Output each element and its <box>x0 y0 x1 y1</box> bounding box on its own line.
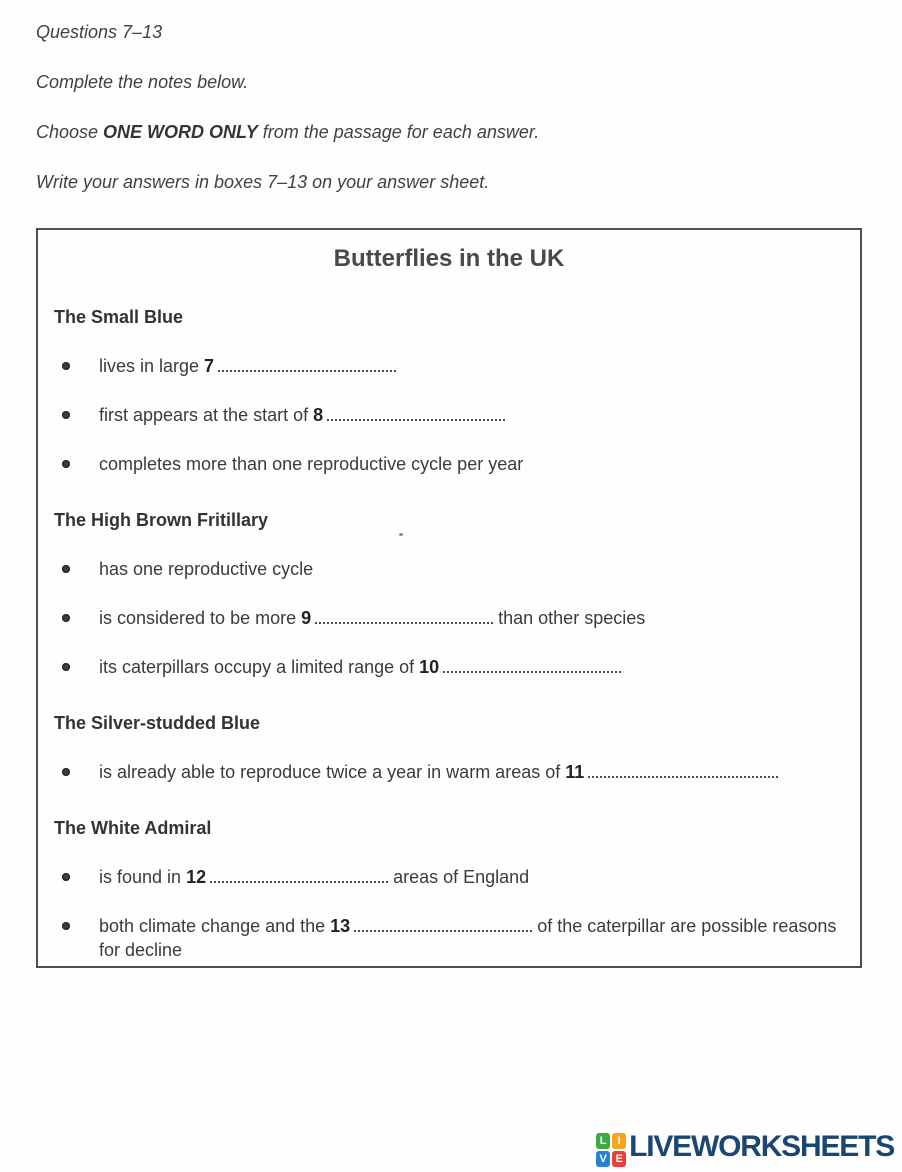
liveworksheets-logo <box>596 1127 894 1167</box>
bullet-text-q9-pre: is considered to be more <box>99 608 302 628</box>
instruction-choose-prefix: Choose <box>36 122 104 142</box>
question-number-10: 10 <box>419 657 440 677</box>
answer-blank-q9 <box>315 610 493 624</box>
notes-box-title: Butterflies in the UK <box>333 245 565 272</box>
answer-blank-q7 <box>218 358 396 372</box>
bullet-icon <box>62 873 70 881</box>
bullet-item-q13 <box>38 914 846 962</box>
bullet-text-q12-pre: is found in <box>99 867 187 887</box>
instruction-complete-notes: Complete the notes below. <box>36 72 249 92</box>
questions-range-heading: Questions 7–13 <box>36 22 163 42</box>
bullet-text-one-cycle: has one reproductive cycle <box>99 559 314 579</box>
answer-blank-q10 <box>443 659 621 673</box>
bullet-text-q10: its caterpillars occupy a limited range of <box>99 657 420 677</box>
bullet-item-reproductive-cycle <box>38 452 846 476</box>
bullet-icon <box>62 614 70 622</box>
bullet-item-q7 <box>38 354 846 378</box>
answer-blank-q11 <box>588 764 778 778</box>
bullet-icon <box>62 565 70 573</box>
bullet-text-q7: lives in large <box>99 356 205 376</box>
question-number-12: 12 <box>186 867 207 887</box>
section-heading-white-admiral: The White Admiral <box>54 818 212 838</box>
brand-name: LIVEWORKSHEETS <box>629 1130 894 1163</box>
section-heading-small-blue: The Small Blue <box>54 307 184 327</box>
bullet-icon <box>62 362 70 370</box>
instruction-choose-suffix: from the passage for each answer. <box>257 122 540 142</box>
bullet-item-q8 <box>38 403 846 427</box>
question-number-11: 11 <box>565 762 585 782</box>
bullet-text-q12-post: areas of England <box>388 867 530 887</box>
question-number-9: 9 <box>301 608 312 628</box>
scan-speck <box>399 533 403 536</box>
section-heading-high-brown-fritillary: The High Brown Fritillary <box>54 510 269 530</box>
logo-letter-e: E <box>612 1151 626 1167</box>
bullet-text-q9-post: than other species <box>493 608 646 628</box>
bullet-item-q11 <box>38 760 846 784</box>
bullet-text-reproductive-cycle: completes more than one reproductive cycle per year <box>99 454 524 474</box>
answer-blank-q8 <box>327 407 505 421</box>
bullet-icon <box>62 460 70 468</box>
bullet-text-q11: is already able to reproduce twice a year in warm areas of <box>99 762 566 782</box>
question-number-7: 7 <box>204 356 215 376</box>
question-number-8: 8 <box>313 405 324 425</box>
section-heading-silver-studded-blue: The Silver-studded Blue <box>54 713 261 733</box>
bullet-icon <box>62 922 70 930</box>
bullet-item-q10 <box>38 655 846 679</box>
logo-letter-i: I <box>612 1133 626 1149</box>
logo-letter-l: L <box>596 1133 610 1149</box>
one-word-only-emphasis: ONE WORD ONLY <box>103 122 258 142</box>
bullet-item-q9 <box>38 606 846 630</box>
notes-box <box>36 228 862 968</box>
answer-blank-q13 <box>354 918 532 932</box>
logo-letter-v: V <box>596 1151 610 1167</box>
bullet-text-q13-post: of the caterpillar are possible reasons for decline <box>99 916 837 960</box>
question-number-13: 13 <box>330 916 351 936</box>
liveworksheets-grid-icon <box>596 1133 626 1167</box>
bullet-item-q12 <box>38 865 846 889</box>
bullet-icon <box>62 411 70 419</box>
answer-blank-q12 <box>210 869 388 883</box>
bullet-icon <box>62 663 70 671</box>
bullet-item-one-cycle <box>38 557 846 581</box>
bullet-icon <box>62 768 70 776</box>
bullet-text-q8: first appears at the start of <box>99 405 314 425</box>
instruction-one-word-only <box>36 120 866 144</box>
instructions-block <box>36 20 866 220</box>
instruction-answer-sheet: Write your answers in boxes 7–13 on your answer sheet. <box>36 172 490 192</box>
bullet-text-q13-pre: both climate change and the <box>99 916 331 936</box>
